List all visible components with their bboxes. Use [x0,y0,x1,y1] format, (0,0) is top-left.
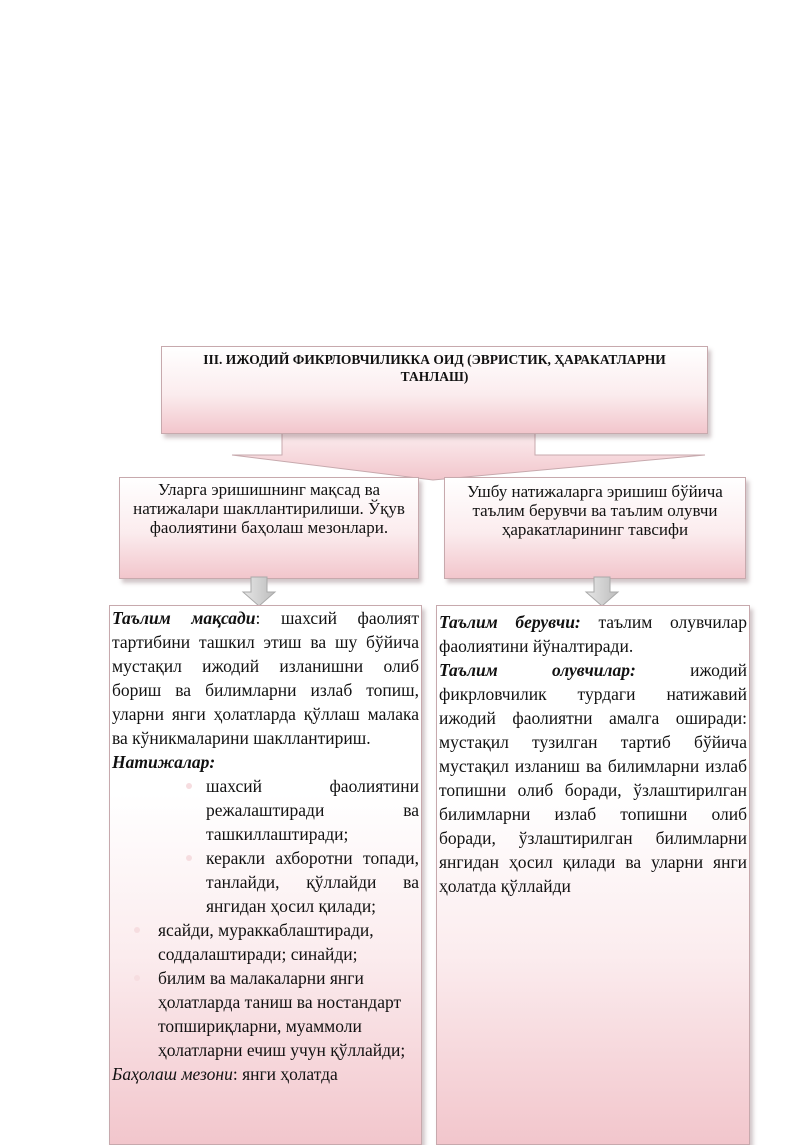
teacher-label: Таълим берувчи: [439,612,581,632]
student-paragraph [437,658,749,898]
list-item: ясайди, мураккаблаштиради, соддалаштиради; синайди; [110,918,421,966]
left-header-text: Уларга эришишнинг мақсад ва натижалари шакллантирилиши. Ўқув фаолиятини баҳолаш мезонлари. [133,480,405,537]
student-label: Таълим олувчилар: [439,660,636,680]
bullet-icon [186,855,192,861]
criterion-text: : янги ҳолатда [232,1064,338,1084]
criterion-label: Баҳолаш мезони [112,1064,233,1084]
right-down-arrow-icon [584,576,620,608]
criterion-paragraph [110,1062,421,1086]
bullet-icon [134,927,140,933]
student-text: ижодий фикрловчилик турдаги натижавий ижодий фаолиятни амалга оширади: мустақил тузилган тартиб бўйича мустақил изланиш ва билимларни излаб топишни олиб боради, ўзлаштирилган билимларни излаб топишни олиб боради, ўзлаштирилган билимларни янгидан ҳосил қилади ва уларни янги ҳолатда қўллайди [439,660,748,896]
teacher-text: таълим олувчилар фаолиятини йўналтиради. [439,612,747,656]
goal-label: Таълим мақсади [112,608,256,628]
list-item: шахсий фаолиятини режалаштиради ва ташкиллаштиради; [110,774,421,846]
bullet-icon [134,975,140,981]
left-header-box [119,477,419,579]
section-title-box [161,346,708,434]
left-down-arrow-icon [241,576,277,608]
right-content-box [436,605,750,1145]
teacher-paragraph [437,610,749,658]
results-list [110,774,421,1062]
goal-paragraph [110,606,421,750]
right-header-box [444,477,746,579]
section-title: III. ИЖОДИЙ ФИКРЛОВЧИЛИККА ОИД (ЭВРИСТИК, ҲАРАКАТЛАРНИ ТАНЛАШ) [203,352,666,384]
goal-text: : шахсий фаолият тартибини ташкил этиш ва шу бўйича мустақил ижодий изланишни олиб бориш ва билимларни излаб топиш, уларни янги ҳолатларда қўллаш малака ва кўникмаларини шакллантириш. [112,608,419,748]
left-content-box [109,605,422,1145]
list-item: билим ва малакаларни янги ҳолатларда таниш ва ностандарт топшириқларни, муаммоли ҳолатларни ечиш учун қўллайди; [110,966,421,1062]
bullet-icon [186,783,192,789]
list-item: керакли ахборотни топади, танлайди, қўллайди ва янгидан ҳосил қилади; [110,846,421,918]
right-header-text: Ушбу натижаларга эришиш бўйича таълим берувчи ва таълим олувчи ҳаракатларининг тавсифи [467,482,723,539]
results-label: Натижалар: [112,752,216,772]
